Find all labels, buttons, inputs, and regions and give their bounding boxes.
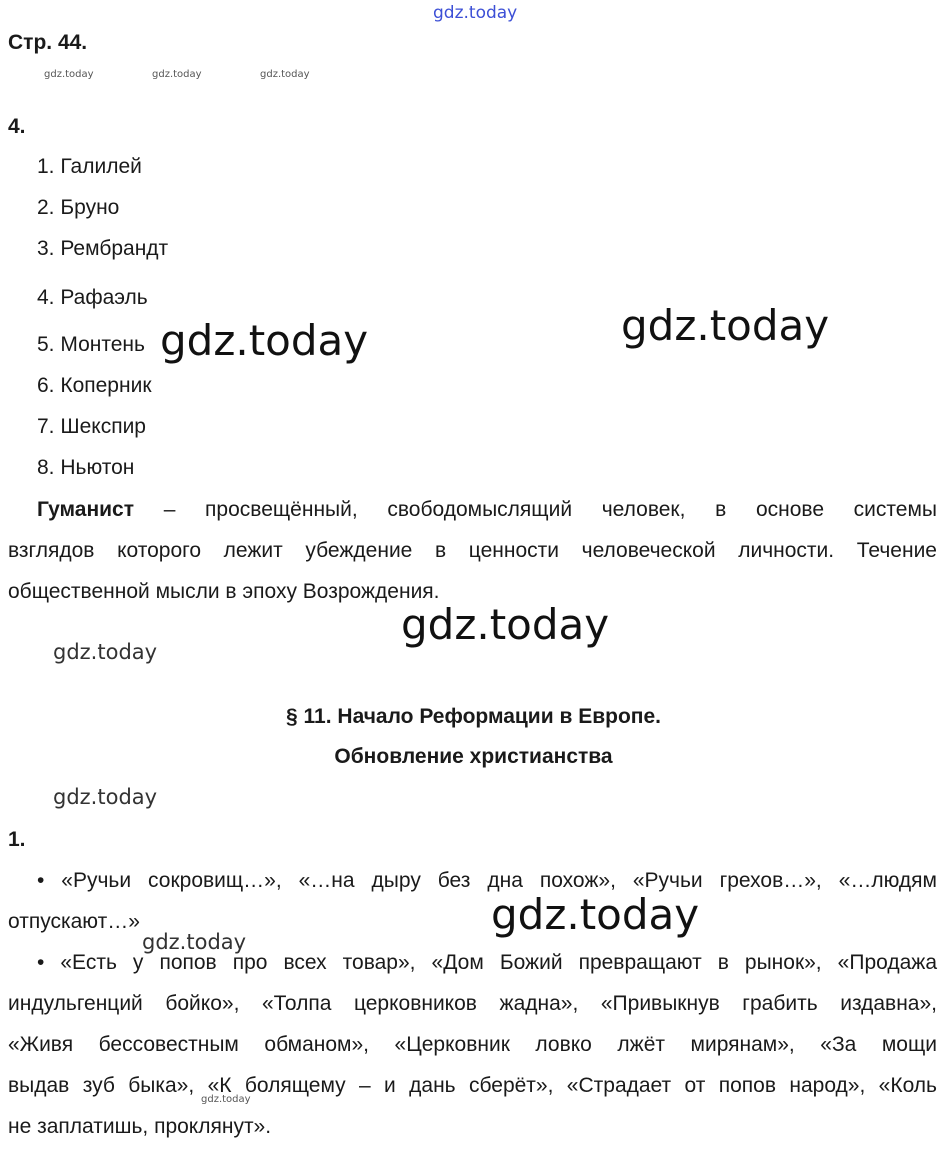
list-item: 7. Шекспир bbox=[37, 415, 146, 438]
list-item: 8. Ньютон bbox=[37, 456, 135, 479]
watermark-small: gdz.today bbox=[44, 69, 94, 80]
answer-line: не заплатишь, проклянут». bbox=[8, 1115, 272, 1138]
list-item: 6. Коперник bbox=[37, 374, 152, 397]
list-item: 2. Бруно bbox=[37, 196, 120, 219]
watermark-medium: gdz.today bbox=[53, 785, 158, 809]
answer-line: • «Есть у попов про всех товар», «Дом Божий превращают в рынок», «Продажа bbox=[37, 951, 937, 974]
watermark-small: gdz.today bbox=[152, 69, 202, 80]
watermark-small: gdz.today bbox=[260, 69, 310, 80]
task-number: 1. bbox=[8, 828, 26, 851]
list-item: 4. Рафаэль bbox=[37, 286, 148, 309]
list-item: 1. Галилей bbox=[37, 155, 142, 178]
watermark-large: gdz.today bbox=[491, 890, 700, 939]
answer-line: выдав зуб быка», «К болящему – и дань сберёт», «Страдает от попов народ», «Коль bbox=[8, 1074, 937, 1097]
list-item: 5. Монтень bbox=[37, 333, 145, 356]
definition-line bbox=[37, 498, 937, 522]
list-item: 3. Рембрандт bbox=[37, 237, 169, 260]
answer-line: «Живя бессовестным обманом», «Церковник ловко лжёт мирянам», «За мощи bbox=[8, 1033, 937, 1056]
definition-text: – просвещённый, свободомыслящий человек, в основе системы bbox=[163, 498, 937, 521]
answer-line: • «Ручьи сокровищ…», «…на дыру без дна похож», «Ручьи грехов…», «…людям bbox=[37, 869, 937, 892]
definition-term: Гуманист bbox=[37, 498, 135, 521]
watermark-medium: gdz.today bbox=[53, 640, 158, 664]
task-number: 4. bbox=[8, 115, 26, 138]
page-heading: Стр. 44. bbox=[8, 31, 88, 54]
watermark-medium: gdz.today bbox=[142, 930, 247, 954]
watermark-top: gdz.today bbox=[433, 3, 518, 23]
section-title: § 11. Начало Реформации в Европе. bbox=[286, 705, 661, 728]
watermark-large: gdz.today bbox=[401, 600, 610, 649]
section-subtitle: Обновление христианства bbox=[334, 745, 613, 768]
definition-line: общественной мысли в эпоху Возрождения. bbox=[8, 580, 440, 603]
answer-line: индульгенций бойко», «Толпа церковников жадна», «Привыкнув грабить издавна», bbox=[8, 992, 937, 1015]
watermark-large: gdz.today bbox=[621, 301, 830, 350]
watermark-tiny: gdz.today bbox=[201, 1094, 251, 1105]
definition-line: взглядов которого лежит убеждение в ценности человеческой личности. Течение bbox=[8, 539, 937, 562]
watermark-large: gdz.today bbox=[160, 316, 369, 365]
answer-line: отпускают…» bbox=[8, 910, 140, 933]
